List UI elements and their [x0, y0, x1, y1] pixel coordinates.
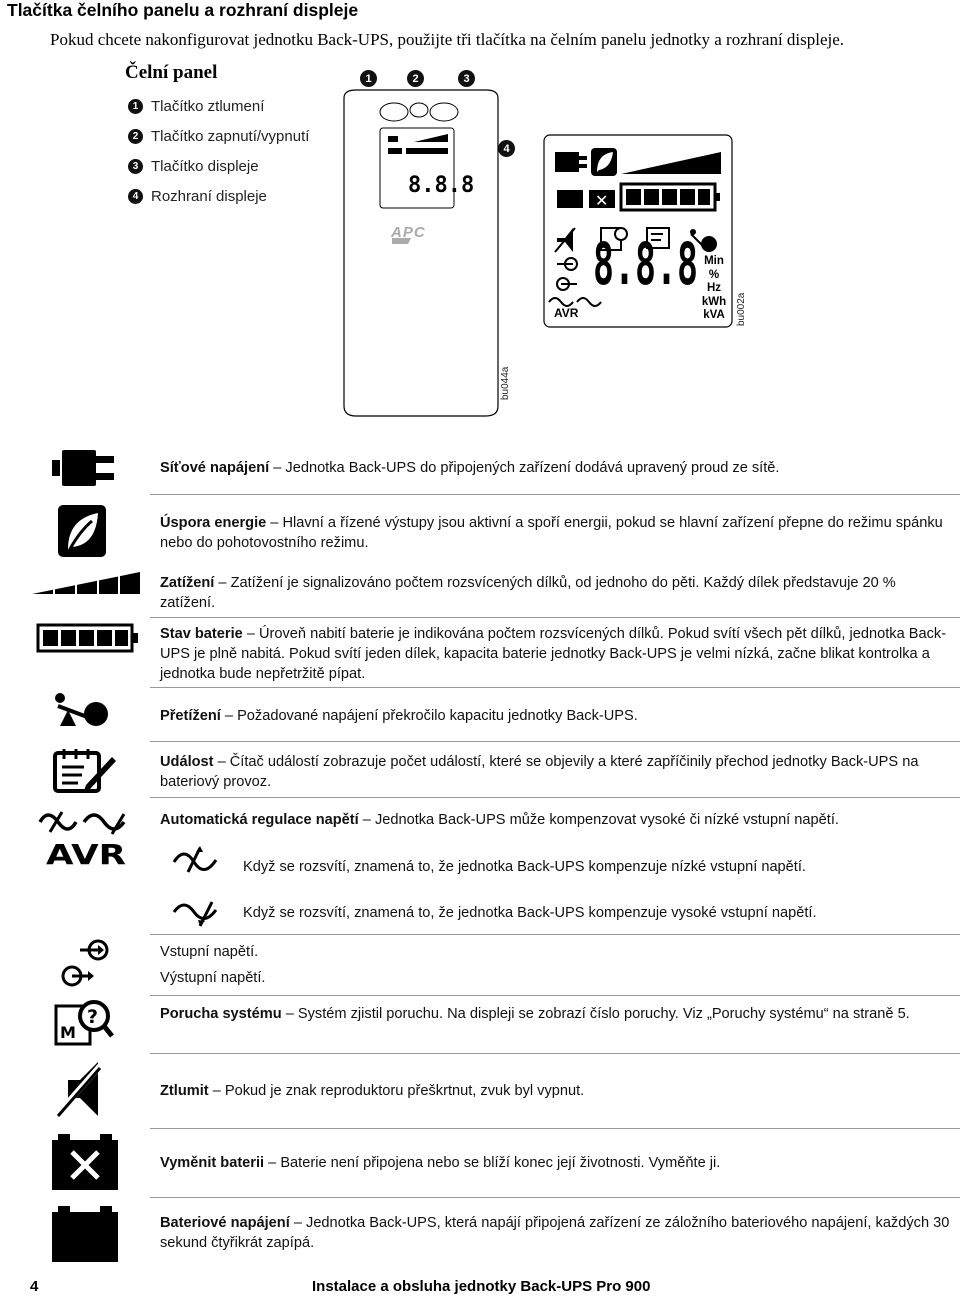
legend-label: Tlačítko zapnutí/vypnutí: [151, 128, 310, 145]
item-term: Bateriové napájení: [160, 1215, 290, 1231]
fault-icon: [54, 998, 114, 1046]
item-text: Hlavní a řízené výstupy jsou aktivní a spoří energii, pokud se hlavní zařízení přepne do režimu spánku nebo do pohotovostního režimu.: [160, 515, 943, 551]
item-text: Čítač událostí zobrazuje počet událostí, které se objevily a které zapříčinily přechod jednotky Back-UPS na bateriový provoz.: [160, 754, 919, 790]
divider: [150, 797, 960, 798]
item-text: Systém zjistil poruchu. Na displeji se zobrazí číslo poruchy. Viz „Poruchy systému“ na straně 5.: [297, 1006, 910, 1022]
callout-3: 3: [458, 70, 475, 87]
svg-text:8.8.8: 8.8.8: [593, 230, 698, 298]
avr-trim-icon: [172, 896, 220, 928]
item-ac-power: Síťové napájení – Jednotka Back-UPS do připojených zařízení dodává upravený proud ze sítě.: [160, 460, 780, 476]
item-term: Stav baterie: [160, 626, 243, 642]
output-voltage-text: Výstupní napětí.: [160, 970, 266, 986]
footer-title: Instalace a obsluha jednotky Back-UPS Pro 900: [312, 1278, 651, 1295]
item-system-fault: Porucha systému – Systém zjistil poruchu. Na displeji se zobrazí číslo poruchy. Viz „Poruchy systému“ na straně 5.: [160, 1006, 910, 1022]
legend-item-mute: [128, 98, 264, 115]
page-number: 4: [30, 1278, 39, 1295]
unit-label: kVA: [703, 309, 725, 321]
unit-label: Min: [704, 255, 724, 267]
avr-trim-text: Když se rozsvítí, znamená to, že jednotka Back-UPS kompenzuje vysoké vstupní napětí.: [243, 905, 817, 921]
display-figure-code: bu002a: [736, 292, 747, 326]
callout-number: 1: [128, 99, 143, 114]
item-text: Pokud je znak reproduktoru přeškrtnut, zvuk byl vypnut.: [224, 1083, 585, 1099]
avr-boost-icon: [172, 844, 220, 876]
item-text: Baterie není připojena nebo se blíží konec její životnosti. Vyměňte ji.: [280, 1155, 721, 1171]
callout-1: 1: [360, 70, 377, 87]
item-term: Zatížení: [160, 575, 215, 591]
item-term: Událost: [160, 754, 214, 770]
item-term: Úspora energie: [160, 515, 267, 531]
callout-number: 2: [128, 129, 143, 144]
mute-icon: [54, 1058, 106, 1120]
intro-text: Pokud chcete nakonfigurovat jednotku Back-UPS, použijte tři tlačítka na čelním panelu jednotky a rozhraní displeje.: [50, 30, 845, 49]
on-battery-icon: [52, 1204, 118, 1262]
svg-text:?: ?: [87, 1006, 99, 1028]
item-text: Zatížení je signalizováno počtem rozsvícených dílků, od jednoho do pěti. Každý dílek představuje 20 % zatížení.: [160, 575, 896, 611]
callout-2: 2: [407, 70, 424, 87]
divider: [150, 995, 960, 996]
divider: [150, 494, 960, 495]
legend-item-power: [128, 128, 309, 145]
item-text: Požadované napájení překročilo kapacitu jednotky Back-UPS.: [237, 708, 638, 724]
legend-label: Tlačítko displeje: [151, 158, 259, 175]
svg-text:8.8.8: 8.8.8: [408, 173, 475, 198]
item-term: Přetížení: [160, 708, 221, 724]
legend-label: Tlačítko ztlumení: [151, 98, 265, 115]
page-heading: Tlačítka čelního panelu a rozhraní displeje: [7, 0, 359, 20]
item-term: Vyměnit baterii: [160, 1155, 265, 1171]
unit-label: %: [708, 268, 720, 281]
unit-label: Hz: [706, 282, 722, 294]
avr-boost-text: Když se rozsvítí, znamená to, že jednotka Back-UPS kompenzuje nízké vstupní napětí.: [243, 859, 806, 875]
legend-item-display-button: [128, 158, 259, 175]
item-term: Porucha systému: [160, 1006, 282, 1022]
legend-item-display-interface: [128, 188, 267, 205]
item-overload: Přetížení – Požadované napájení překročilo kapacitu jednotky Back-UPS.: [160, 708, 638, 724]
plug-icon: [52, 448, 116, 488]
divider: [150, 1053, 960, 1054]
item-text: Jednotka Back-UPS, která napájí připojená zařízení ze záložního bateriového napájení, každých 30 sekund čtyřikrát zapípá.: [160, 1215, 950, 1251]
avr-text: AVR: [46, 838, 126, 866]
item-energy-saving: Úspora energie – Hlavní a řízené výstupy jsou aktivní a spoří energii, pokud se hlavní zařízení přepne do režimu spánku nebo do pohotovostního režimu.: [160, 515, 943, 551]
apc-logo: APC: [391, 224, 426, 241]
unit-label: kWh: [701, 295, 727, 308]
item-term: Automatická regulace napětí: [160, 812, 359, 828]
item-avr: Automatická regulace napětí – Jednotka Back-UPS může kompenzovat vysoké či nízké vstupní napětí.: [160, 812, 839, 828]
display-units: [698, 255, 730, 323]
divider: [150, 617, 960, 618]
callout-4: 4: [498, 140, 515, 157]
divider: [150, 1197, 960, 1198]
avr-display-label: AVR: [554, 306, 579, 320]
output-voltage-icon: [60, 964, 94, 988]
replace-battery-icon: [52, 1132, 118, 1190]
item-battery-status: Stav baterie – Úroveň nabití baterie je indikována počtem rozsvícených dílků. Pokud svítí všech pět dílků, jednotka Back-UPS je plně nabitá. Pokud svítí jeden dílek, kapacita baterie jednotky Back-UPS je velmi nízká, začne blikat kontrolka a jednotka bude nepřetržitě pípat.: [160, 626, 947, 682]
device-figure-code: bu044a: [500, 366, 511, 400]
svg-text:M: M: [60, 1023, 76, 1042]
item-text: Jednotka Back-UPS do připojených zařízení dodává upravený proud ze sítě.: [285, 460, 780, 476]
item-on-battery: Bateriové napájení – Jednotka Back-UPS, která napájí připojená zařízení ze záložního bateriového napájení, každých 30 sekund čtyřikrát zapípá.: [160, 1215, 950, 1251]
item-text: Jednotka Back-UPS může kompenzovat vysoké či nízké vstupní napětí.: [374, 812, 839, 828]
legend-label: Rozhraní displeje: [151, 188, 267, 205]
divider: [150, 687, 960, 688]
leaf-icon: [58, 505, 106, 557]
front-panel-title: Čelní panel: [125, 62, 218, 83]
item-load: Zatížení – Zatížení je signalizováno počtem rozsvícených dílků, od jednoho do pěti. Každý dílek představuje 20 % zatížení.: [160, 575, 896, 611]
ups-front-panel-illustration: [336, 88, 506, 420]
item-text: Úroveň nabití baterie je indikována počtem rozsvícených dílků. Pokud svítí všech pět dílků, jednotka Back-UPS je plně nabitá. Pokud svítí jeden dílek, kapacita baterie jednotky Back-UPS je velmi nízká, začne blikat kontrolka a jednotka bude nepřetržitě pípat.: [160, 626, 947, 682]
divider: [150, 1128, 960, 1129]
item-term: Ztlumit: [160, 1083, 209, 1099]
avr-icon: [38, 808, 130, 866]
item-mute: Ztlumit – Pokud je znak reproduktoru přeškrtnut, zvuk byl vypnut.: [160, 1083, 585, 1099]
input-voltage-icon: [78, 938, 112, 962]
item-term: Síťové napájení: [160, 460, 270, 476]
callout-number: 3: [128, 159, 143, 174]
callout-number: 4: [128, 189, 143, 204]
overload-icon: [54, 692, 108, 728]
item-replace-battery: Vyměnit baterii – Baterie není připojena nebo se blíží konec její životnosti. Vyměňte ji.: [160, 1155, 721, 1171]
svg-text:✕: ✕: [595, 191, 609, 210]
load-bar-icon: [32, 572, 140, 594]
battery-level-icon: [36, 623, 140, 653]
item-event: Událost – Čítač událostí zobrazuje počet událostí, které se objevily a které zapříčinily přechod jednotky Back-UPS na bateriový provoz.: [160, 754, 919, 790]
divider: [150, 741, 960, 742]
input-voltage-text: Vstupní napětí.: [160, 944, 259, 960]
divider: [150, 934, 960, 935]
event-icon: [52, 745, 118, 795]
